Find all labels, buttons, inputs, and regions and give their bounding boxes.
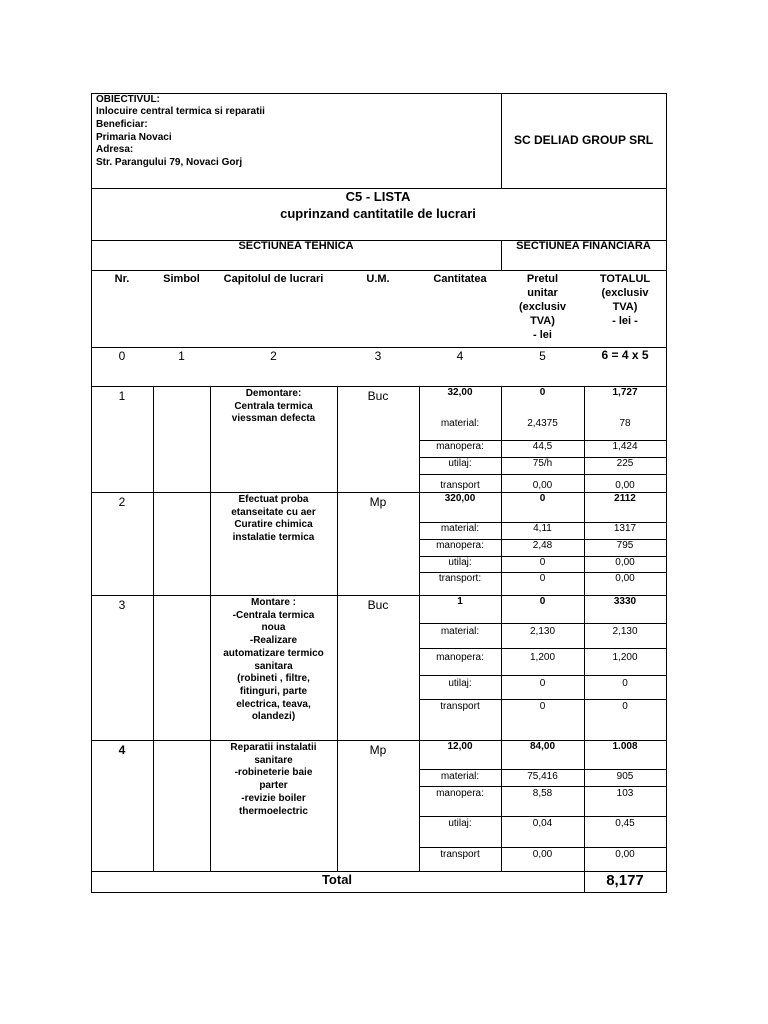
- col-header-um: U.M.: [366, 273, 390, 285]
- header-line: Beneficiar:: [96, 119, 148, 130]
- cost-component-price: 0: [539, 573, 546, 584]
- item-unit: Buc: [367, 598, 389, 612]
- index-cell: 4: [456, 349, 464, 363]
- item-description-line: noua: [261, 622, 286, 634]
- cost-component-total: 905: [616, 771, 634, 782]
- item-number: 4: [118, 743, 126, 757]
- header-line: Str. Parangului 79, Novaci Gorj: [96, 157, 243, 168]
- cost-component-price: 75,416: [527, 771, 558, 782]
- cost-component-label: manopera:: [436, 441, 484, 452]
- item-unit-price: 0: [539, 493, 546, 504]
- item-description-line: -Realizare: [249, 635, 298, 647]
- item-quantity: 1: [457, 596, 463, 607]
- cost-component-total: 1,424: [612, 441, 638, 452]
- item-description-line: sanitare: [254, 754, 293, 766]
- cost-component-label: material:: [440, 418, 480, 429]
- col-header-cantitate: Cantitatea: [433, 273, 487, 285]
- sub-row-rule: [419, 648, 667, 649]
- table-top-border: [91, 93, 667, 94]
- cost-component-total: 225: [616, 458, 634, 469]
- cost-component-total: 78: [619, 418, 631, 429]
- cost-component-label: utilaj:: [448, 557, 472, 568]
- sub-row-rule: [419, 816, 667, 817]
- grand-total-label: Total: [321, 872, 353, 887]
- col-header-total: TVA): [612, 301, 638, 313]
- cost-component-label: transport: [440, 480, 480, 491]
- cost-component-total: 1,200: [612, 652, 638, 663]
- item-description-line: Centrala termica: [234, 400, 313, 412]
- col-header-pret: unitar: [527, 287, 558, 299]
- item-description-line: parter: [259, 780, 288, 792]
- item-quantity: 320,00: [444, 493, 476, 504]
- cost-component-price: 2,48: [532, 540, 553, 551]
- section-bottom-rule: [91, 270, 667, 271]
- item-description-line: instalatie termica: [232, 532, 315, 544]
- column-rule: [501, 595, 502, 740]
- item-description-line: thermoelectric: [239, 805, 308, 817]
- col-header-nr: Nr.: [114, 273, 130, 285]
- cost-component-label: transport: [440, 849, 480, 860]
- cost-component-total: 1317: [613, 523, 637, 534]
- cost-component-total: 0,00: [615, 557, 635, 568]
- item-description-line: Montare :: [251, 597, 296, 608]
- cost-component-price: 0: [539, 701, 546, 712]
- header-line: Adresa:: [96, 144, 134, 155]
- header-line: Inlocuire central termica si reparatii: [96, 106, 265, 117]
- document-title: C5 - LISTA: [345, 189, 411, 204]
- item-description-line: -Centrala termica: [232, 609, 315, 621]
- cost-component-total: 0,45: [615, 818, 635, 829]
- index-cell: 1: [178, 349, 185, 363]
- cost-component-total: 0,00: [615, 849, 635, 860]
- col-header-capitol: Capitolul de lucrari: [223, 273, 324, 285]
- item-description-line: olandezi): [251, 711, 296, 723]
- grand-total-value: 8,177: [606, 872, 644, 889]
- item-total: 1.008: [612, 741, 638, 752]
- col-header-total: TOTALUL: [599, 273, 651, 285]
- cost-component-total: 0,00: [615, 480, 635, 491]
- cost-component-price: 2,130: [529, 626, 556, 637]
- sub-row-rule: [419, 699, 667, 700]
- cost-component-total: 2,130: [612, 626, 638, 637]
- cost-component-price: 0: [539, 557, 546, 568]
- cost-component-total: 0: [622, 701, 628, 712]
- sub-row-rule: [419, 623, 667, 624]
- item-description-line: Demontare:: [245, 388, 302, 399]
- section-financiara: SECTIUNEA FINANCIARA: [516, 240, 651, 252]
- cost-component-price: 1,200: [529, 652, 556, 663]
- cost-component-price: 0,00: [532, 849, 553, 860]
- item-quantity: 12,00: [447, 741, 473, 752]
- item-unit: Mp: [369, 495, 387, 509]
- col-header-simbol: Simbol: [163, 273, 200, 285]
- document-subtitle: cuprinzand cantitatile de lucrari: [280, 206, 476, 221]
- col-header-pret: Pretul: [526, 273, 559, 285]
- index-cell: 3: [374, 349, 382, 363]
- table-left-border: [91, 93, 92, 893]
- cost-component-label: utilaj:: [448, 678, 472, 689]
- item-description-line: (robineti , filtre,: [237, 673, 310, 685]
- cost-component-label: manopera:: [436, 540, 484, 551]
- item-description-line: -revizie boiler: [241, 792, 306, 804]
- cost-component-price: 0,04: [532, 818, 553, 829]
- item-number: 1: [118, 389, 126, 403]
- item-quantity: 32,00: [447, 387, 473, 398]
- item-description-line: -robineterie baie: [234, 767, 313, 779]
- sub-row-rule: [419, 786, 667, 787]
- item-description-line: automatizare termico: [223, 647, 324, 659]
- cost-component-label: material:: [440, 771, 480, 782]
- item-unit-price: 0: [539, 596, 546, 607]
- item-description-line: fitinguri, parte: [239, 685, 308, 697]
- cost-component-price: 4,11: [533, 523, 552, 534]
- column-rule: [584, 386, 585, 492]
- cost-component-label: manopera:: [436, 652, 484, 663]
- cost-component-label: utilaj:: [448, 458, 472, 469]
- col-header-total: - lei -: [612, 315, 638, 327]
- company-name: SC DELIAD GROUP SRL: [513, 133, 654, 147]
- cost-component-label: material:: [440, 523, 480, 534]
- col-header-pret: TVA): [530, 315, 555, 327]
- item-description-line: etanseitate cu aer: [231, 506, 316, 518]
- index-cell: 0: [118, 349, 126, 363]
- header-line: OBIECTIVUL:: [96, 94, 160, 105]
- item-total: 2112: [614, 493, 636, 504]
- header-line: Primaria Novaci: [96, 132, 172, 143]
- item-unit-price: 84,00: [529, 741, 556, 752]
- item-unit: Buc: [367, 389, 389, 403]
- sub-row-rule: [419, 474, 667, 475]
- sub-row-rule: [419, 769, 667, 770]
- cost-component-total: 0,00: [615, 573, 635, 584]
- item-description-line: Curatire chimica: [234, 519, 313, 531]
- index-cell: 6 = 4 x 5: [601, 348, 649, 362]
- cost-component-total: 0: [622, 678, 628, 689]
- col-header-pret: - lei: [533, 329, 552, 341]
- col-header-pret: (exclusiv: [518, 301, 567, 313]
- item-unit-price: 0: [539, 387, 546, 398]
- cost-component-price: 0,00: [532, 480, 553, 491]
- cost-component-price: 2,4375: [527, 418, 558, 429]
- item-description-line: sanitara: [254, 660, 293, 672]
- cost-component-price: 0: [539, 678, 546, 689]
- cost-component-label: transport:: [438, 573, 482, 584]
- section-tehnica: SECTIUNEA TEHNICA: [238, 240, 354, 252]
- cost-component-total: 103: [616, 788, 634, 799]
- index-cell: 2: [270, 349, 277, 363]
- column-rule: [584, 595, 585, 740]
- cost-component-label: manopera:: [436, 788, 484, 799]
- table-bottom-border: [91, 892, 667, 893]
- col-header-total: (exclusiv: [601, 287, 649, 299]
- sub-row-rule: [419, 847, 667, 848]
- cost-component-label: utilaj:: [448, 818, 472, 829]
- item-total: 3330: [613, 596, 637, 607]
- cost-component-price: 44,5: [532, 441, 553, 452]
- cost-component-total: 795: [616, 540, 634, 551]
- item-description-line: viessman defecta: [231, 413, 316, 425]
- item-number: 2: [118, 495, 126, 509]
- sub-row-rule: [419, 675, 667, 676]
- cost-component-label: material:: [440, 626, 480, 637]
- cost-component-price: 75/h: [532, 458, 553, 469]
- item-number: 3: [118, 598, 126, 612]
- item-total: 1,727: [612, 387, 638, 398]
- item-description-line: Efectuat proba: [238, 494, 309, 505]
- item-unit: Mp: [369, 743, 387, 757]
- cost-component-label: transport: [440, 701, 480, 712]
- item-description-line: Reparatii instalatii: [230, 742, 317, 753]
- index-cell: 5: [539, 349, 546, 363]
- cost-component-price: 8,58: [532, 788, 553, 799]
- item-description-line: electrica, teava,: [236, 698, 311, 710]
